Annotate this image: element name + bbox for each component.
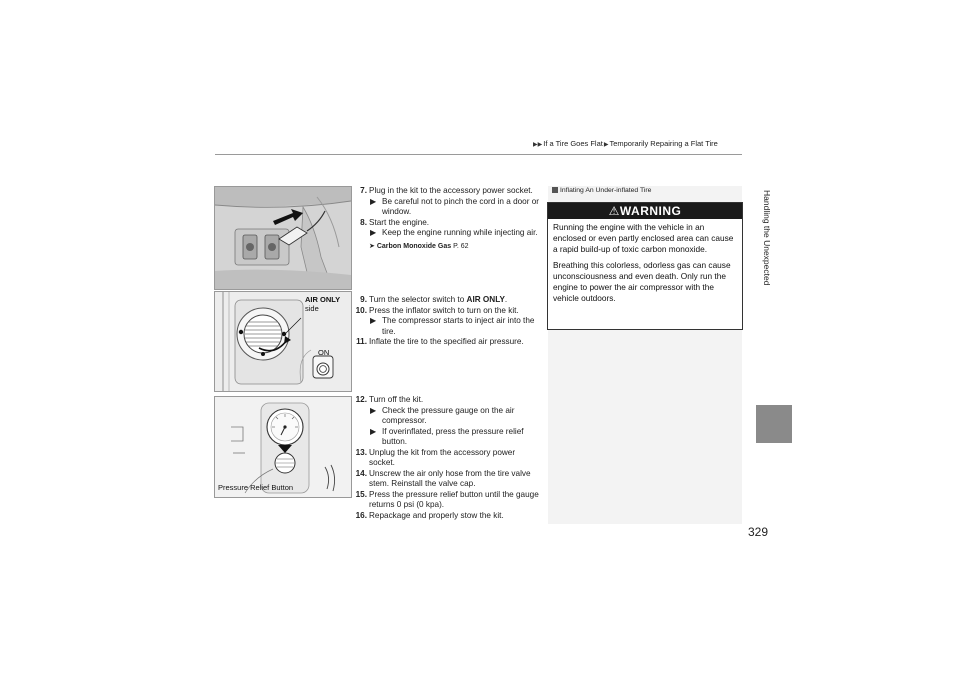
step-10-note: ▶ The compressor starts to inject air into the tire.	[370, 316, 535, 336]
step-12-note-1: ▶ Check the pressure gauge on the air compressor.	[370, 405, 515, 425]
breadcrumb	[532, 139, 742, 148]
chevron-right-icon: ▶▶	[533, 142, 543, 148]
arrow-bullet-icon: ▶	[370, 426, 377, 436]
page-number: 329	[748, 525, 769, 539]
step-12: 12. Turn off the kit.	[355, 395, 424, 404]
figure-label-pressure-relief: Pressure Relief Button	[218, 483, 294, 492]
reference-arrow-icon: ➤	[369, 242, 375, 250]
arrow-bullet-icon: ▶	[370, 196, 377, 206]
step-12-note-2: ▶ If overinflated, press the pressure relief button.	[370, 426, 524, 446]
warning-box	[547, 202, 743, 330]
warning-paragraph-1: Running the engine with the vehicle in an enclosed or even partly enclosed area can cause a rapid build-up of toxic carbon monoxide.	[553, 222, 734, 254]
figure-label-on: ON	[318, 348, 330, 357]
pressure-gauge-illustration	[215, 397, 351, 497]
breadcrumb-item-flat-tire: If a Tire Goes Flat	[543, 139, 603, 148]
arrow-bullet-icon: ▶	[370, 316, 377, 325]
figure-label-air-only	[305, 295, 340, 313]
figure-pressure-relief	[214, 396, 352, 498]
air-only-side-label: side	[305, 304, 319, 313]
arrow-bullet-icon: ▶	[370, 405, 377, 415]
step-13: 13. Unplug the kit from the accessory power socket.	[355, 447, 516, 467]
steps-group-3	[357, 395, 542, 521]
step-11: 11. Inflate the tire to the specified air pressure.	[356, 337, 524, 346]
step-7-note: ▶ Be careful not to pinch the cord in a door or window.	[370, 196, 540, 216]
warning-triangle-icon: ⚠	[608, 204, 620, 218]
chapter-tab-marker	[756, 405, 792, 443]
chevron-right-icon: ▶	[603, 142, 609, 148]
steps-group-1	[357, 186, 542, 254]
cross-reference-carbon-monoxide[interactable]: ➤ Carbon Monoxide Gas P. 62	[369, 242, 469, 250]
step-14: 14. Unscrew the air only hose from the tire valve stem. Reinstall the valve cap.	[355, 468, 531, 488]
warning-label: WARNING	[619, 204, 682, 218]
step-8: 8. Start the engine.	[360, 217, 430, 227]
note-marker-icon	[552, 187, 558, 193]
arrow-bullet-icon: ▶	[370, 228, 377, 237]
note-title: Inflating An Under-inflated Tire	[552, 187, 651, 194]
step-9: 9. Turn the selector switch to AIR ONLY.	[360, 295, 508, 304]
steps-group-2	[357, 295, 542, 348]
warning-body	[548, 219, 742, 304]
step-16: 16. Repackage and properly stow the kit.	[355, 510, 504, 520]
figure-accessory-socket	[214, 186, 352, 290]
step-8-note: ▶ Keep the engine running while injecting air.	[370, 228, 538, 237]
warning-header	[548, 203, 742, 219]
step-15: 15. Press the pressure relief button until the gauge returns 0 psi (0 kpa).	[355, 489, 539, 509]
step-10: 10. Press the inflator switch to turn on the kit.	[355, 305, 519, 315]
warning-paragraph-2: Breathing this colorless, odorless gas can cause unconsciousness and even death. Only run the engine to power the air compressor with the vehicle outdoors.	[553, 260, 731, 303]
air-only-label: AIR ONLY	[305, 295, 341, 304]
accessory-socket-illustration	[215, 187, 351, 289]
step-7: 7. Plug in the kit to the accessory power socket.	[360, 186, 533, 195]
chapter-tab-label: Handling the Unexpected	[762, 190, 772, 286]
figure-selector-switch	[214, 291, 352, 392]
breadcrumb-item-temporary-repair: Temporarily Repairing a Flat Tire	[609, 139, 718, 148]
header-divider	[215, 154, 742, 155]
